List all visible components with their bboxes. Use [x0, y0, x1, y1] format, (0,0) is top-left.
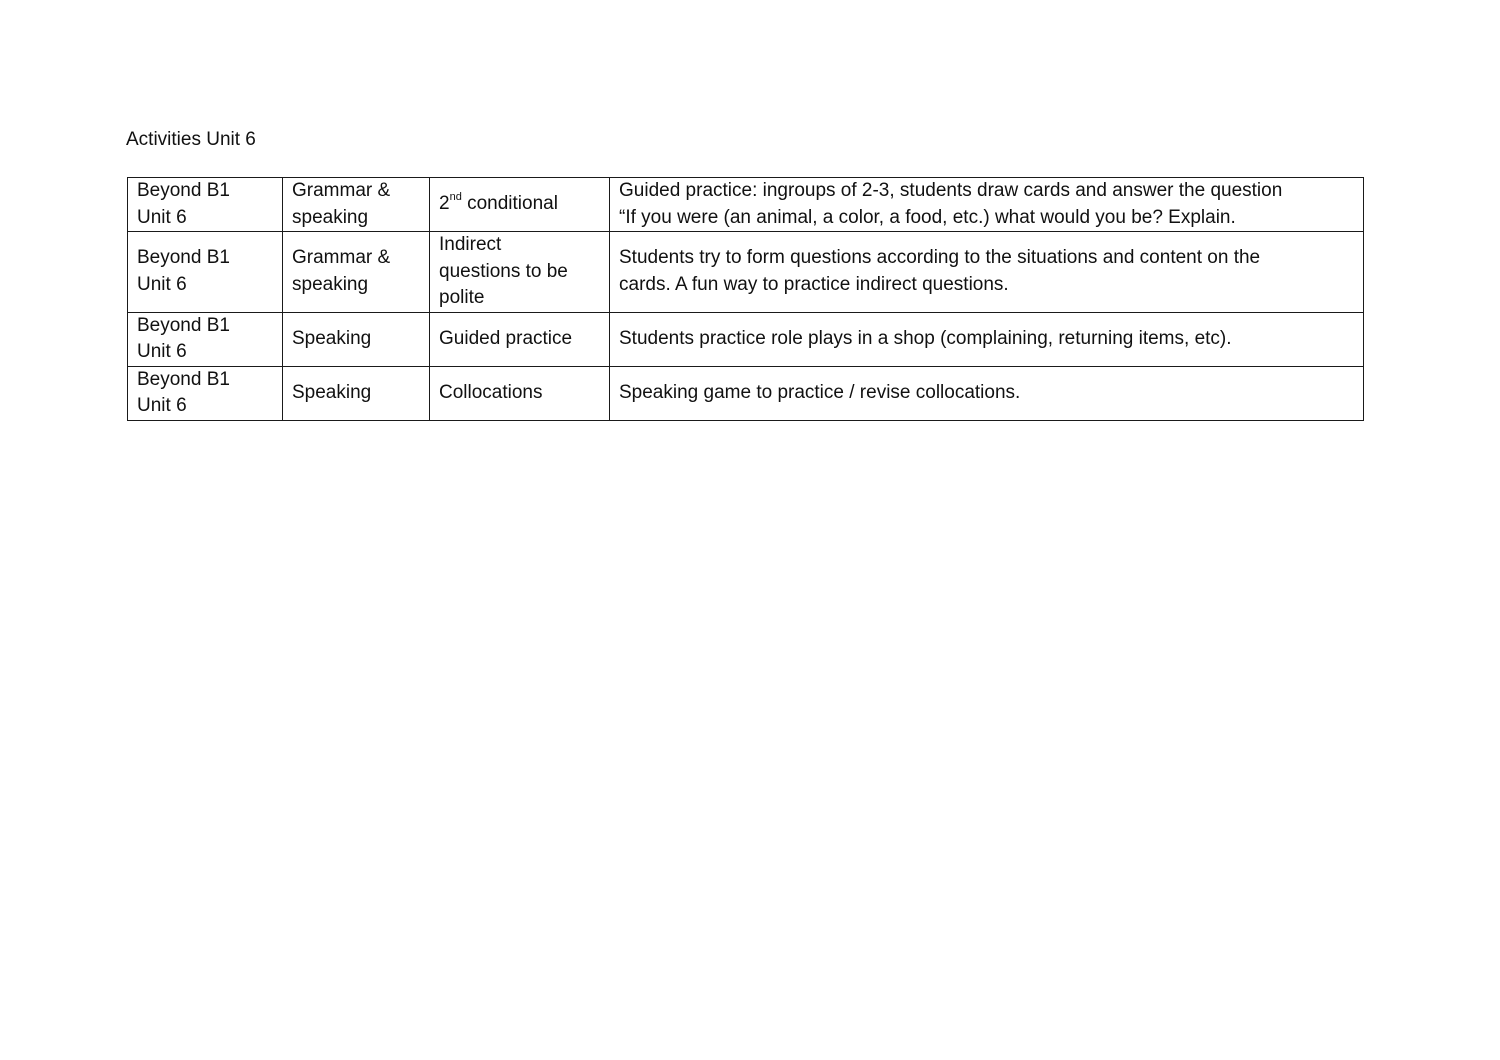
ordinal-suffix: nd — [449, 190, 462, 203]
focus-text: polite — [439, 287, 485, 308]
focus-cell — [430, 178, 610, 232]
unit-name: Unit 6 — [137, 341, 187, 362]
skill-text: speaking — [292, 273, 369, 295]
skill-text: speaking — [292, 206, 369, 228]
skill-text: Speaking — [292, 381, 372, 403]
course-cell — [128, 178, 283, 232]
skill-text: Speaking — [292, 327, 372, 349]
course-cell — [128, 366, 283, 420]
focus-ordinal: 2 — [439, 193, 450, 215]
focus-cell — [430, 366, 610, 420]
description-cell — [610, 232, 1364, 313]
description-text: “If you were (an animal, a color, a food, etc.) what would you be? Explain. — [619, 206, 1236, 228]
table-row — [128, 312, 1364, 366]
course-name: Beyond B1 — [137, 247, 230, 269]
description-cell — [610, 178, 1364, 232]
table-row — [128, 232, 1364, 313]
description-text: Students practice role plays in a shop (complaining, returning items, etc). — [619, 327, 1232, 349]
skill-cell — [283, 178, 430, 232]
description-text: Speaking game to practice / revise collocations. — [619, 381, 1021, 403]
course-name: Beyond B1 — [137, 180, 230, 201]
course-cell — [128, 312, 283, 366]
focus-cell — [430, 312, 610, 366]
course-name: Beyond B1 — [137, 368, 230, 390]
skill-cell — [283, 312, 430, 366]
skill-cell — [283, 232, 430, 313]
unit-name: Unit 6 — [137, 273, 187, 295]
table-row — [128, 366, 1364, 420]
activities-table — [127, 177, 1364, 421]
focus-text: questions to be — [439, 260, 568, 282]
focus-text: Indirect — [439, 234, 502, 255]
focus-text: Guided practice — [439, 327, 573, 349]
description-text: Guided practice: ingroups of 2-3, students draw cards and answer the question — [619, 180, 1283, 201]
focus-cell — [430, 232, 610, 313]
course-cell — [128, 232, 283, 313]
description-text: cards. A fun way to practice indirect questions. — [619, 273, 1009, 295]
skill-cell — [283, 366, 430, 420]
course-name: Beyond B1 — [137, 314, 230, 336]
unit-name: Unit 6 — [137, 206, 187, 228]
description-cell — [610, 366, 1364, 420]
page-title: Activities Unit 6 — [126, 129, 256, 150]
focus-text: Collocations — [439, 381, 543, 403]
skill-text: Grammar & — [292, 180, 391, 201]
description-cell — [610, 312, 1364, 366]
skill-text: Grammar & — [292, 247, 391, 269]
unit-name: Unit 6 — [137, 395, 187, 416]
table-row — [128, 178, 1364, 232]
focus-text: conditional — [461, 193, 558, 215]
description-text: Students try to form questions according to the situations and content on the — [619, 247, 1261, 269]
